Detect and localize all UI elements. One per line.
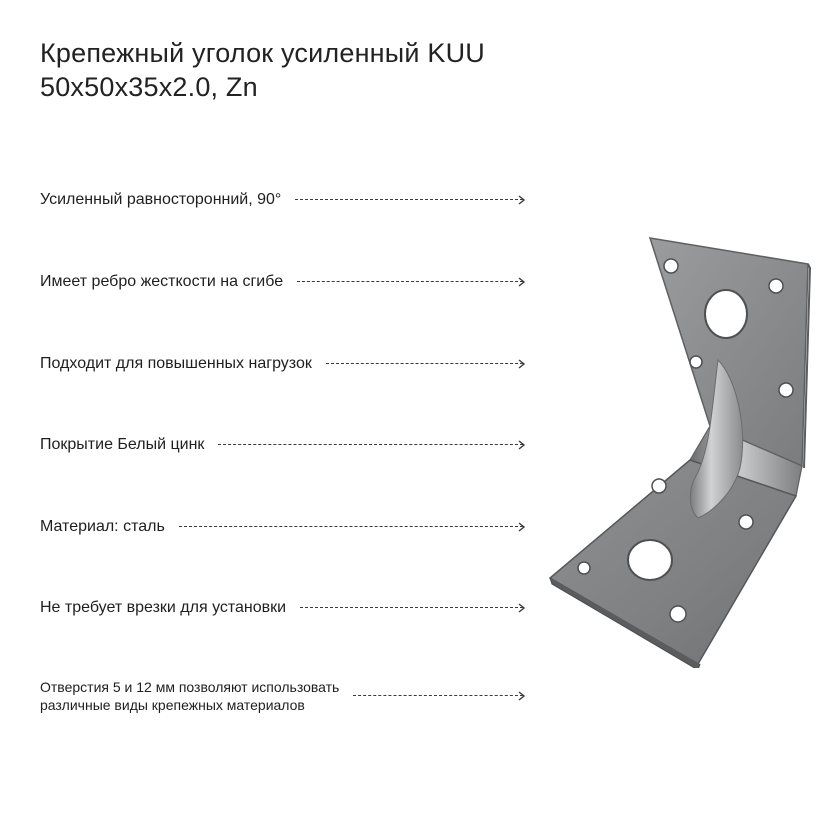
- galvanized-angle-bracket-icon: [540, 228, 820, 668]
- feature-item: [40, 678, 526, 714]
- product-title-line2: 50x50x35x2.0, Zn: [40, 72, 258, 102]
- feature-label: Материал: сталь: [40, 518, 165, 535]
- dashed-arrow-icon: [179, 522, 526, 532]
- dashed-arrow-icon: [326, 359, 526, 369]
- feature-label: Не требует врезки для установки: [40, 599, 287, 616]
- product-title-line1: Крепежный уголок усиленный KUU: [40, 38, 485, 68]
- feature-label: Покрытие Белый цинк: [40, 436, 205, 453]
- feature-label: Усиленный равносторонний, 90°: [40, 191, 282, 208]
- feature-item: [40, 435, 526, 454]
- feature-item: [40, 598, 526, 617]
- feature-label-line1: Отверстия 5 и 12 мм позволяют использовать: [40, 679, 340, 695]
- feature-item: [40, 517, 526, 536]
- feature-label: Имеет ребро жесткости на сгибе: [40, 273, 284, 290]
- dashed-arrow-icon: [353, 691, 526, 701]
- dashed-arrow-icon: [295, 195, 526, 205]
- feature-item: [40, 272, 526, 291]
- dashed-arrow-icon: [300, 603, 526, 613]
- dashed-arrow-icon: [218, 440, 526, 450]
- feature-item: [40, 190, 526, 209]
- angle-bracket-image: [540, 228, 820, 668]
- feature-label-line2: различные виды крепежных материалов: [40, 697, 305, 713]
- product-title: [40, 36, 600, 104]
- feature-label: [40, 678, 339, 714]
- feature-item: [40, 354, 526, 373]
- dashed-arrow-icon: [297, 277, 526, 287]
- feature-label: Подходит для повышенных нагрузок: [40, 355, 312, 372]
